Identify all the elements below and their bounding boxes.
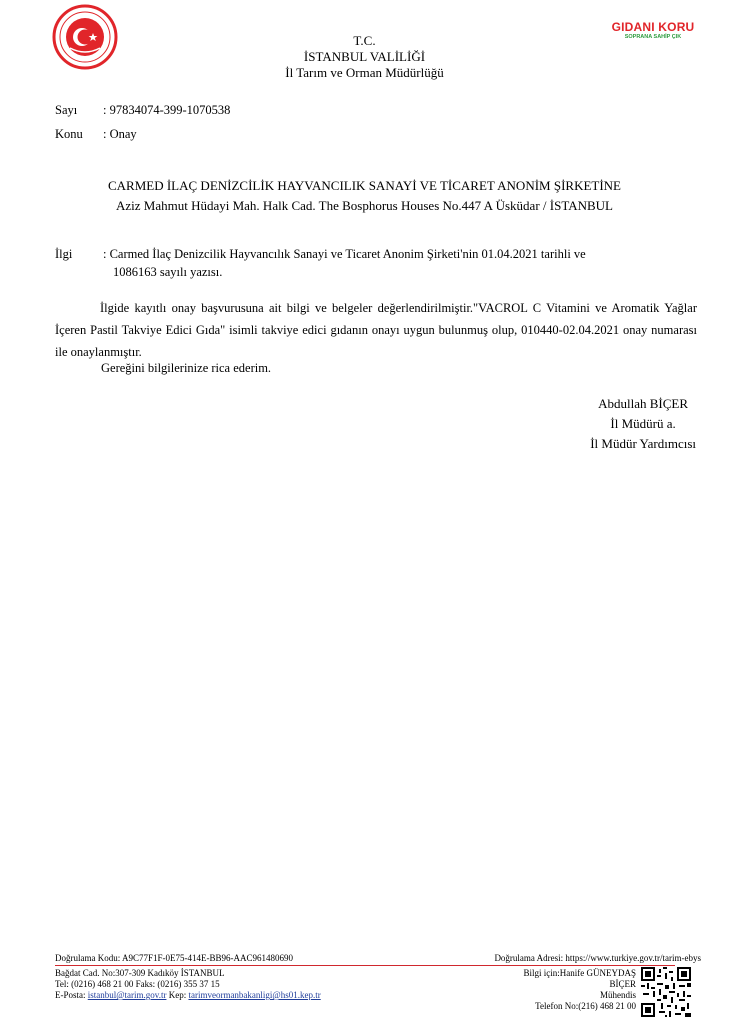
sayi-value: : 97834074-399-1070538 <box>103 103 231 117</box>
gidani-koru-logo-subtext: SOPRANA SAHİP ÇIK <box>624 34 682 40</box>
recipient-name: CARMED İLAÇ DENİZCİLİK HAYVANCILIK SANAYİ VE TİCARET ANONİM ŞİRKETİNE <box>107 178 622 193</box>
email-label: E-Posta: <box>55 990 86 1000</box>
phone-fax: Tel: (0216) 468 21 00 Faks: (0216) 355 37 15 <box>55 979 220 989</box>
contact-person <box>524 968 637 1012</box>
info-person-surname: BİÇER <box>609 979 636 989</box>
ilgi-line1: : Carmed İlaç Denizcilik Hayvancılık Sanayi ve Ticaret Anonim Şirketi'nin 01.04.2021 tarihli ve <box>103 247 586 261</box>
footer-divider <box>55 965 675 966</box>
recipient-address: Aziz Mahmut Hüdayi Mah. Halk Cad. The Bosphorus Houses No.447 A Üsküdar / İSTANBUL <box>115 198 613 213</box>
office-address: Bağdat Cad. No:307-309 Kadıköy İSTANBUL <box>55 968 225 978</box>
contact-line <box>55 990 321 1000</box>
signer-title: İl Müdürü a. <box>610 416 676 431</box>
signature-block <box>590 394 696 454</box>
email-link[interactable]: istanbul@tarim.gov.tr <box>87 990 167 1000</box>
verification-code: Doğrulama Kodu: A9C77F1F-0E75-414E-BB96-AAC961480690 <box>55 953 293 963</box>
ilgi-label: İlgi <box>55 247 73 261</box>
verification-address: Doğrulama Adresi: https://www.turkiye.gov.tr/tarim-ebys <box>494 953 701 963</box>
closing-sentence: Gereğini bilgilerinize rica ederim. <box>101 361 272 375</box>
kep-label: Kep: <box>168 990 187 1000</box>
info-person: Bilgi için:Hanife GÜNEYDAŞ <box>523 968 636 978</box>
ilgi-line2: 1086163 sayılı yazısı. <box>113 265 223 279</box>
header-governorship: İSTANBUL VALİLİĞİ <box>303 49 426 64</box>
sayi-label: Sayı <box>55 103 78 117</box>
signer-name: Abdullah BİÇER <box>598 396 689 411</box>
konu-label: Konu <box>55 127 83 141</box>
qr-code-icon <box>641 967 691 1017</box>
info-phone: Telefon No:(216) 468 21 00 <box>535 1001 636 1011</box>
kep-link[interactable]: tarimveormanbakanligi@hs01.kep.tr <box>188 990 321 1000</box>
header-tc: T.C. <box>353 33 376 48</box>
gidani-koru-logo-text: GIDANI KORU <box>611 20 695 34</box>
info-person-title: Mühendis <box>600 990 636 1000</box>
header-directorate: İl Tarım ve Orman Müdürlüğü <box>285 65 444 80</box>
signer-role: İl Müdür Yardımcısı <box>590 436 696 451</box>
konu-value: : Onay <box>103 127 137 141</box>
body-paragraph: İlgide kayıtlı onay başvurusuna ait bilgi ve belgeler değerlendirilmiştir."VACROL C Vitamini ve Aromatik Yağlar İçeren Pastil Takviye Edici Gıda" isimli takviye edici gıdanın onayı uygun bulunmuş olup, 010440-02.04.2021 onay numarası ile onaylanmıştır. <box>55 301 697 359</box>
